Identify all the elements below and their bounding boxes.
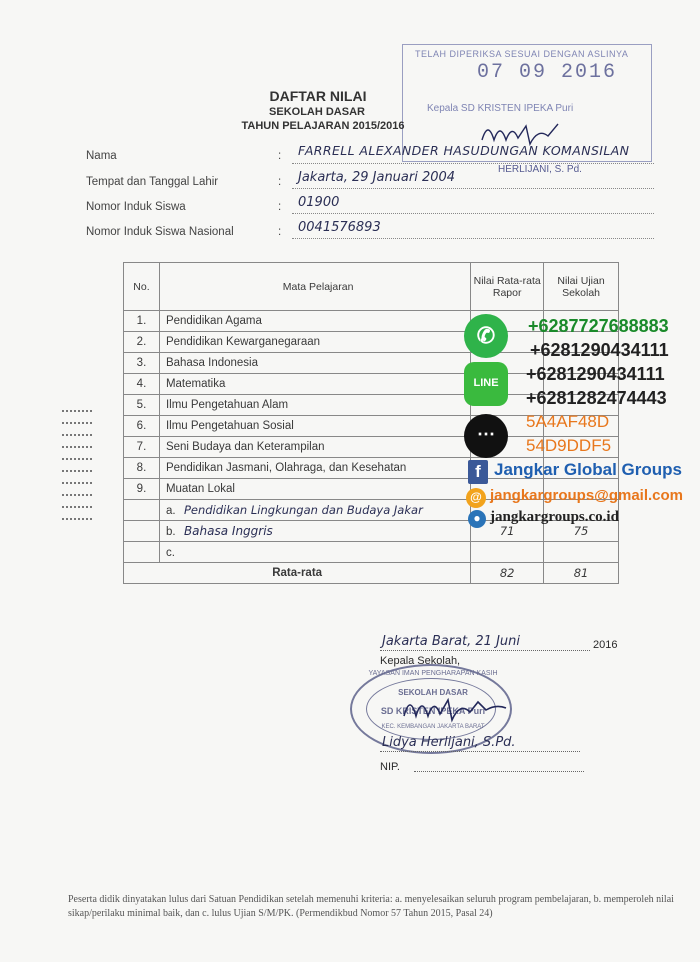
row-no: 4. xyxy=(124,374,160,395)
row-no: 2. xyxy=(124,332,160,353)
sub-subject: Pendidikan Lingkungan dan Budaya Jakar xyxy=(183,503,423,517)
row-no xyxy=(124,542,160,563)
sub-letter: a. xyxy=(165,505,176,517)
signature-scribble xyxy=(400,690,510,730)
line-icon: LINE xyxy=(464,362,508,406)
stamp-line-3: Kepala SD KRISTEN IPEKA Puri xyxy=(427,103,574,114)
header-subject: Mata Pelajaran xyxy=(159,263,470,311)
row-rapor: 71 xyxy=(471,521,544,542)
average-label: Rata-rata xyxy=(124,563,471,584)
contact-ad-overlay xyxy=(460,310,700,525)
row-no: 7. xyxy=(124,437,160,458)
perforation-marks xyxy=(62,410,100,550)
stamp-signer: HERLIJANI, S. Pd. xyxy=(498,164,582,175)
row-no: 6. xyxy=(124,416,160,437)
row-no: 9. xyxy=(124,479,160,500)
website-url: jangkargroups.co.id xyxy=(490,509,619,525)
row-no: 1. xyxy=(124,311,160,332)
row-subject: Pendidikan Jasmani, Olahraga, dan Kesehatan xyxy=(159,458,470,479)
row-no xyxy=(124,521,160,542)
table-subrow xyxy=(124,542,619,563)
row-no: 5. xyxy=(124,395,160,416)
dotted-line xyxy=(380,650,590,651)
doc-title: DAFTAR NILAI xyxy=(269,88,367,104)
facebook-name: Jangkar Global Groups xyxy=(494,460,682,479)
row-no: 8. xyxy=(124,458,160,479)
row-ujian: 75 xyxy=(544,521,619,542)
bbm-pin-2: 54D9DDF5 xyxy=(526,436,612,455)
header-ujian: Nilai Ujian Sekolah xyxy=(544,263,619,311)
sub-letter: c. xyxy=(165,547,175,559)
row-no: 3. xyxy=(124,353,160,374)
seal-bottom: KEC. KEMBANGAN JAKARTA BARAT xyxy=(381,724,485,730)
row-subject: Seni Budaya dan Keterampilan xyxy=(159,437,470,458)
row-subject: Pendidikan Kewarganegaraan xyxy=(159,332,470,353)
row-subject: Matematika xyxy=(159,374,470,395)
field-label-nis: Nomor Induk Siswa xyxy=(86,201,186,213)
bbm-pin-1: 5A4AF48D xyxy=(526,412,610,431)
footer-note: Peserta didik dinyatakan lulus dari Satuan Pendidikan setelah memenuhi kriteria: a. menyelesaikan seluruh program pembelajaran, b. memperoleh nilai sikap/perilaku minimal baik, dan c. lulus Ujian S/M/PK. (Permendikbud Nomor 57 Tahun 2015, Pasal 24) xyxy=(68,894,674,919)
stamp-date: 07 09 2016 xyxy=(477,61,618,84)
email-icon: @ xyxy=(466,488,486,508)
header-no: No. xyxy=(124,263,160,311)
signature-place-date: Jakarta Barat, 21 Juni xyxy=(382,634,520,649)
nip-dotted-line xyxy=(414,771,584,772)
field-value-nis: 01900 xyxy=(298,195,340,210)
row-subject: Bahasa Indonesia xyxy=(159,353,470,374)
dotted-line xyxy=(292,188,654,189)
whatsapp-number-2: +6281290434111 xyxy=(530,340,669,360)
seal-inner: SD KRISTEN IPEKA Puri xyxy=(380,706,486,716)
average-rapor: 82 xyxy=(471,563,544,584)
row-subject xyxy=(159,500,470,521)
stamp-signature-scribble xyxy=(478,118,568,148)
header-rapor: Nilai Rata-rata Rapor xyxy=(471,263,544,311)
whatsapp-number-1: +6287727688883 xyxy=(528,316,669,336)
row-subject: Ilmu Pengetahuan Sosial xyxy=(159,416,470,437)
colon: : xyxy=(278,176,282,188)
row-subject xyxy=(159,521,470,542)
globe-icon: ● xyxy=(468,510,486,528)
field-label-nisn: Nomor Induk Siswa Nasional xyxy=(86,226,234,238)
field-value-birth: Jakarta, 29 Januari 2004 xyxy=(298,170,456,185)
table-header-row xyxy=(124,263,619,311)
row-no xyxy=(124,500,160,521)
average-ujian: 81 xyxy=(544,563,619,584)
seal-middle: SEKOLAH DASAR xyxy=(398,688,468,697)
whatsapp-icon: ✆ xyxy=(464,314,508,358)
signature-role: Kepala Sekolah, xyxy=(380,655,461,667)
sub-letter: b. xyxy=(165,526,176,538)
row-ujian xyxy=(544,542,619,563)
sub-subject: Bahasa Inggris xyxy=(183,524,273,538)
field-label-name: Nama xyxy=(86,150,117,162)
line-number-1: +6281290434111 xyxy=(526,364,665,384)
table-average-row xyxy=(124,563,619,584)
doc-school: SEKOLAH DASAR xyxy=(269,106,365,118)
field-value-nisn: 0041576893 xyxy=(298,220,381,235)
facebook-icon: f xyxy=(468,460,488,484)
dotted-line xyxy=(292,213,654,214)
row-subject xyxy=(159,542,470,563)
field-value-name: FARRELL ALEXANDER HASUDUNGAN KOMANSILAN xyxy=(298,143,630,158)
dotted-line xyxy=(292,163,654,164)
doc-year: TAHUN PELAJARAN 2015/2016 xyxy=(241,120,405,132)
row-rapor xyxy=(471,542,544,563)
seal-outer: YAYASAN IMAN PENGHARAPAN KASIH xyxy=(368,670,498,677)
nip-label: NIP. xyxy=(380,761,400,773)
dotted-line xyxy=(380,751,580,752)
row-subject: Ilmu Pengetahuan Alam xyxy=(159,395,470,416)
principal-name: Lidya Herlijani, S.Pd. xyxy=(382,735,516,750)
blackberry-icon: ⋯ xyxy=(464,414,508,458)
row-subject: Pendidikan Agama xyxy=(159,311,470,332)
colon: : xyxy=(278,201,282,213)
field-label-birth: Tempat dan Tanggal Lahir xyxy=(86,176,219,188)
colon: : xyxy=(278,150,282,162)
dotted-line xyxy=(292,238,654,239)
email-address: jangkargroups@gmail.com xyxy=(490,487,684,504)
signature-year: 2016 xyxy=(593,639,618,651)
line-number-2: +6281282474443 xyxy=(526,388,667,408)
colon: : xyxy=(278,226,282,238)
stamp-line-1: TELAH DIPERIKSA SESUAI DENGAN ASLINYA xyxy=(415,49,629,59)
row-subject: Muatan Lokal xyxy=(159,479,470,500)
